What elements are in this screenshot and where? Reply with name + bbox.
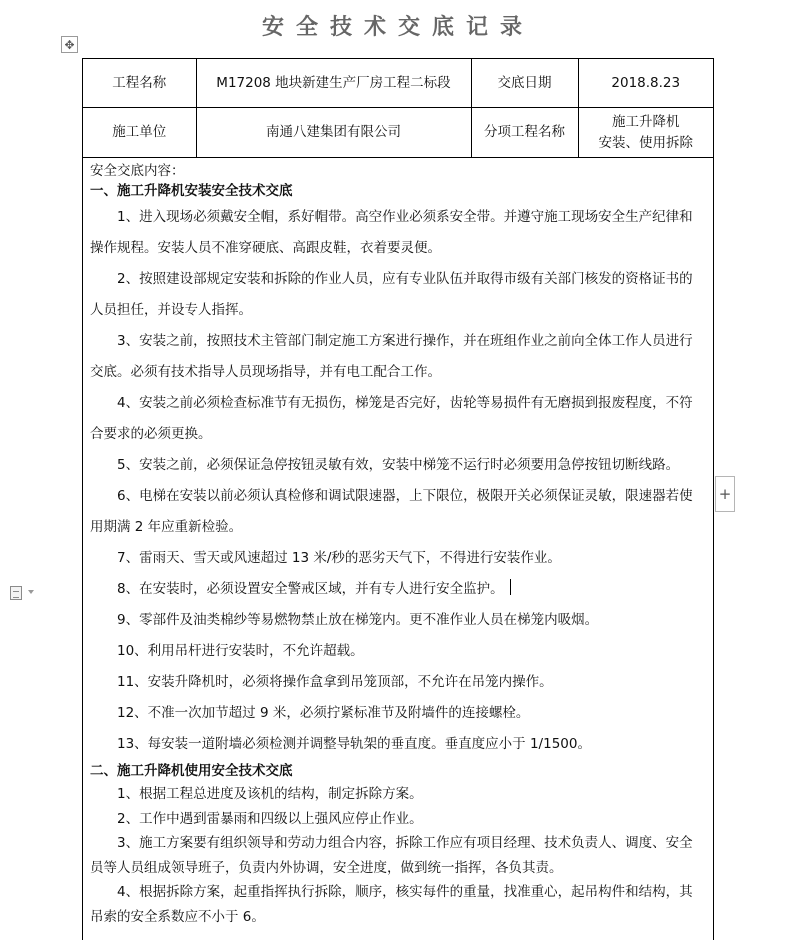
- list-item: 1、进入现场必须戴安全帽，系好帽带。高空作业必须系安全带。并遵守施工现场安全生产纪律和操作规程。安装人员不准穿硬底、高跟皮鞋，衣着要灵便。: [90, 209, 693, 256]
- text-cursor: [510, 579, 511, 595]
- subproject-label: 分项工程名称: [471, 108, 578, 158]
- subproject-value[interactable]: [578, 108, 713, 158]
- list-item-with-cursor: [90, 574, 706, 605]
- project-name-value[interactable]: M17208 地块新建生产厂房工程二标段: [196, 59, 471, 108]
- date-label: 交底日期: [471, 59, 578, 108]
- list-item: 6、电梯在安装以前必须认真检修和调试限速器，上下限位，极限开关必须保证灵敏，限速器若使用期满 2 年应重新检验。: [90, 488, 693, 535]
- list-item: 9、零部件及油类棉纱等易燃物禁止放在梯笼内。更不准作业人员在梯笼内吸烟。: [117, 612, 599, 628]
- list-item: 4、根据拆除方案，起重指挥执行拆除，顺序，核实每件的重量，找准重心，起吊构件和结构，其吊索的安全系数应不小于 6。: [90, 884, 693, 925]
- list-item: 5、安装之前，必须保证急停按钮灵敏有效，安装中梯笼不运行时必须要用急停按钮切断线路。: [117, 457, 680, 473]
- unit-value[interactable]: 南通八建集团有限公司: [196, 108, 471, 158]
- unit-label: 施工单位: [83, 108, 196, 158]
- move-icon[interactable]: ✥: [61, 36, 78, 53]
- list-item: 2、按照建设部规定安装和拆除的作业人员，应有专业队伍并取得市级有关部门核发的资格证书的人员担任，并设专人指挥。: [90, 271, 693, 318]
- content-lead: 安全交底内容：: [90, 163, 185, 179]
- document-title: 安全技术交底记录: [261, 15, 534, 40]
- document-table: [82, 58, 714, 940]
- list-item: 4、安装之前必须检查标准节有无损伤，梯笼是否完好，齿轮等易损件有无磨损到报废程度，不符合要求的必须更换。: [90, 395, 693, 442]
- list-item: 12、不准一次加节超过 9 米，必须拧紧标准节及附墙件的连接螺栓。: [117, 705, 530, 721]
- project-name-label: 工程名称: [83, 59, 196, 108]
- subproject-value-line2: 安装、使用拆除: [598, 134, 693, 151]
- section1-heading: 一、施工升降机安装安全技术交底: [90, 183, 293, 199]
- list-item: 11、安装升降机时，必须将操作盒拿到吊笼顶部，不允许在吊笼内操作。: [117, 674, 553, 690]
- chevron-down-icon[interactable]: [28, 590, 34, 594]
- list-item-text: 8、在安装时，必须设置安全警戒区域，并有专人进行安全监护。: [117, 581, 504, 597]
- subproject-value-line1: 施工升降机: [612, 113, 680, 130]
- document-icon[interactable]: [10, 586, 22, 600]
- list-item: 10、利用吊杆进行安装时，不允许超载。: [117, 643, 364, 659]
- list-item: 3、安装之前，按照技术主管部门制定施工方案进行操作，并在班组作业之前向全体工作人员进行交底。必须有技术指导人员现场指导，并有电工配合工作。: [90, 333, 693, 380]
- list-item: 13、每安装一道附墙必须检测并调整导轨架的垂直度。垂直度应小于 1/1500。: [117, 736, 591, 752]
- date-value[interactable]: 2018.8.23: [578, 59, 713, 108]
- info-row-unit: [83, 108, 713, 158]
- list-item: 1、根据工程总进度及该机的结构，制定拆除方案。: [117, 786, 423, 802]
- list-item: 3、施工方案要有组织领导和劳动力组合内容，拆除工作应有项目经理、技术负责人、调度、安全员等人员组成领导班子，负责内外协调，安全进度，做到统一指挥，各负其责。: [90, 835, 693, 876]
- plus-icon[interactable]: +: [715, 476, 735, 512]
- content-area[interactable]: [83, 158, 713, 929]
- info-row-project: [83, 59, 713, 108]
- info-table: [83, 59, 713, 158]
- section2-heading: 二、施工升降机使用安全技术交底: [90, 763, 293, 779]
- list-item: 2、工作中遇到雷暴雨和四级以上强风应停止作业。: [117, 810, 423, 827]
- list-item: 7、雷雨天、雪天或风速超过 13 米/秒的恶劣天气下，不得进行安装作业。: [117, 550, 561, 566]
